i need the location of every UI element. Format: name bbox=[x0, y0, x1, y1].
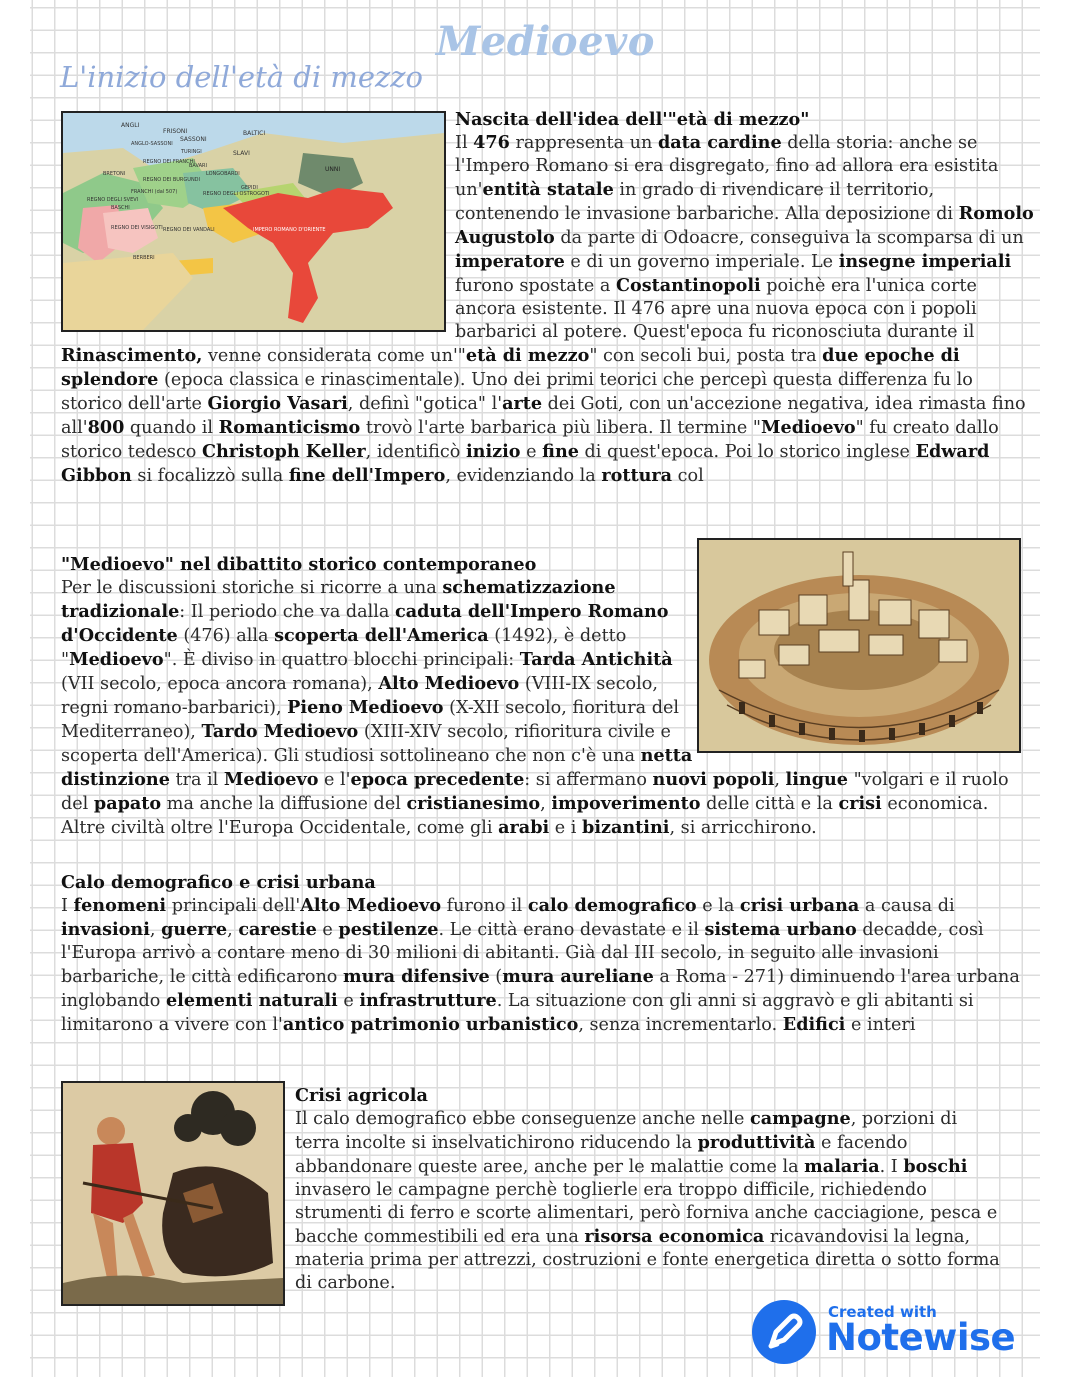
s3-text: e bbox=[337, 991, 360, 1011]
map-label: UNNI bbox=[325, 166, 341, 173]
s3-text: e bbox=[316, 920, 339, 940]
s4-text: ricavandovisi la legna, materia prima per attrezzi, costruzioni e fonte energetica diretta o sotto forma di carbone. bbox=[295, 1227, 1000, 1293]
map-label: REGNO DEGLI SVEVI bbox=[87, 197, 139, 203]
s1-bold: 476 bbox=[473, 132, 510, 153]
section-1-body bbox=[61, 131, 1036, 488]
s2-text: , si arricchirono. bbox=[669, 818, 817, 838]
section-3-body bbox=[61, 871, 1036, 1037]
map-label: TURINGI bbox=[181, 149, 202, 155]
s4-text: e facendo abbandonare queste aree, anche per le malattie come la bbox=[295, 1133, 908, 1177]
s2-bold: Tardo Medioevo bbox=[201, 721, 359, 742]
section-3-heading: Calo demografico e crisi urbana bbox=[61, 872, 376, 893]
mosaic-drawing bbox=[63, 1083, 283, 1304]
s3-bold: antico patrimonio urbanistico bbox=[282, 1014, 579, 1035]
s2-bold: lingue bbox=[785, 769, 848, 790]
map-label: FRANCHI (dal 507) bbox=[131, 189, 178, 195]
s1-text: , identificò bbox=[365, 442, 466, 462]
s1-text: in grado di rivendicare il territorio, contenendo le invasione barbariche. Alla deposizione di bbox=[455, 180, 959, 224]
logo-caption: Created with bbox=[828, 1303, 937, 1321]
s2-text: , bbox=[774, 770, 786, 790]
s4-text: invasero le campagne perchè toglierle era troppo difficile, richiedendo strumenti di ferro e scorte alimentari, però forniva anche cacciagione, pesca e bacche commestibili ed era una bbox=[295, 1180, 998, 1247]
s1-bold: Giorgio Vasari bbox=[207, 393, 348, 414]
s2-bold: crisi bbox=[838, 793, 882, 814]
s1-text: Il bbox=[455, 133, 474, 153]
s4-bold: risorsa economica bbox=[584, 1226, 765, 1247]
s1-text: da parte di Odoacre, conseguiva la scomparsa di un bbox=[554, 228, 1024, 248]
map-label: REGNO DEI FRANCHI bbox=[143, 159, 195, 165]
s3-bold: guerre bbox=[161, 919, 228, 940]
s2-bold: epoca precedente bbox=[350, 769, 525, 790]
s3-text: . Le città erano devastate e il bbox=[438, 920, 705, 940]
s1-bold: Rinascimento, bbox=[61, 345, 203, 366]
map-label: BRETONI bbox=[103, 171, 126, 177]
s2-bold: bizantini bbox=[582, 817, 670, 838]
section-1-heading: Nascita dell'idea dell'"età di mezzo" bbox=[455, 109, 810, 130]
s3-text: principali dell' bbox=[166, 896, 301, 916]
s2-text: (VII secolo, epoca ancora romana), bbox=[61, 674, 379, 694]
map-label: BASCHI bbox=[111, 205, 130, 211]
section-2-body bbox=[61, 553, 1036, 840]
s1-text: " con secoli bui, posta tra bbox=[589, 346, 823, 366]
s2-bold: caduta dell'Impero Romano d'Occidente bbox=[61, 601, 669, 646]
notewise-logo bbox=[752, 1300, 1016, 1370]
s3-bold: mura difensive bbox=[342, 966, 490, 987]
s3-bold: crisi urbana bbox=[739, 895, 860, 916]
s3-text: a causa di bbox=[859, 896, 955, 916]
s3-text: ( bbox=[489, 967, 503, 987]
s1-text: venne considerata come un'" bbox=[202, 346, 466, 366]
s3-bold: invasioni bbox=[61, 919, 150, 940]
s1-bold: arte bbox=[502, 393, 543, 414]
s2-bold: schematizzazione tradizionale bbox=[61, 577, 616, 622]
s2-text: e l' bbox=[318, 770, 351, 790]
s1-text: trovò l'arte barbarica più libera. Il termine " bbox=[360, 418, 762, 438]
s1-bold: Christoph Keller bbox=[202, 441, 366, 462]
s1-text: di quest'epoca. Poi lo storico inglese bbox=[578, 442, 916, 462]
s1-bold: Costantinopoli bbox=[616, 275, 761, 296]
page-title: Medioevo bbox=[436, 18, 655, 65]
s2-text: ma anche la diffusione del bbox=[161, 794, 407, 814]
s3-bold: elementi naturali bbox=[165, 990, 338, 1011]
s3-bold: Alto Medioevo bbox=[300, 895, 442, 916]
s2-bold: Medioevo bbox=[69, 649, 164, 670]
s2-text: ". È diviso in quattro blocchi principali: bbox=[163, 650, 520, 670]
logo-wordmark: Notewise bbox=[826, 1316, 1016, 1359]
map-label: REGNO DEI VISIGOTI bbox=[111, 225, 163, 231]
s1-text: e bbox=[520, 442, 543, 462]
map-label: GEPIDI bbox=[241, 185, 258, 191]
s1-text: si focalizzò sulla bbox=[131, 466, 289, 486]
s1-bold: entità statale bbox=[482, 179, 614, 200]
map-label: BERBERI bbox=[133, 255, 155, 261]
s1-bold: imperatore bbox=[455, 251, 565, 272]
s1-bold: Medioevo bbox=[761, 417, 856, 438]
s3-text: , bbox=[227, 920, 239, 940]
s2-text: e i bbox=[549, 818, 583, 838]
s2-bold: Pieno Medioevo bbox=[287, 697, 444, 718]
s4-text: , porzioni di terra incolte si inselvatichirono riducendo la bbox=[295, 1109, 958, 1153]
s1-bold: rottura bbox=[601, 465, 673, 486]
s1-text: , evidenziando la bbox=[445, 466, 602, 486]
map-label: ANGLI bbox=[121, 122, 140, 129]
s1-bold: 800 bbox=[87, 417, 125, 438]
s3-text: . La situazione con gli anni si aggravò e gli abitanti si limitarono a vivere con l' bbox=[61, 991, 974, 1035]
s3-text: decadde, così l'Europa arrivò a contare meno di 30 milioni di abitanti. Già dal III secolo, in seguito alle invasioni barbariche, le città edificarono bbox=[61, 920, 984, 987]
map-label: SASSONI bbox=[180, 136, 207, 143]
s1-bold: Edward Gibbon bbox=[61, 441, 990, 486]
s1-text: , definì "gotica" l' bbox=[347, 394, 503, 414]
s2-text: delle città e la bbox=[700, 794, 839, 814]
s1-text: rappresenta un bbox=[509, 133, 658, 153]
s2-text: : Il periodo che va dalla bbox=[179, 602, 396, 622]
s1-bold: Romolo Augustolo bbox=[455, 203, 1034, 248]
map-label: REGNO DEI VANDALI bbox=[163, 227, 215, 233]
s3-bold: fenomeni bbox=[73, 895, 167, 916]
map-label: IMPERO ROMANO D'ORIENTE bbox=[253, 227, 326, 233]
s2-bold: nuovi popoli bbox=[652, 769, 775, 790]
s2-text: : si affermano bbox=[524, 770, 653, 790]
map-label: REGNO DEGLI OSTROGOTI bbox=[203, 191, 270, 197]
s2-bold: arabi bbox=[498, 817, 550, 838]
s2-text: , bbox=[540, 794, 552, 814]
s4-text: Il calo demografico ebbe conseguenze anche nelle bbox=[295, 1109, 750, 1129]
s1-bold: due epoche di splendore bbox=[61, 345, 960, 390]
pen-icon bbox=[752, 1300, 816, 1364]
s3-bold: mura aureliane bbox=[502, 966, 654, 987]
s2-bold: cristianesimo bbox=[406, 793, 541, 814]
s1-text: col bbox=[672, 466, 704, 486]
map-label: BALTICI bbox=[243, 130, 266, 137]
s2-bold: Tarda Antichità bbox=[519, 649, 673, 670]
s2-text: (XIII-XIV secolo, rifioritura civile e scoperta dell'America). Gli studiosi sottolineano che non c'è una bbox=[61, 722, 671, 766]
s2-text: "volgari e il ruolo del bbox=[61, 770, 1009, 814]
s2-bold: netta distinzione bbox=[61, 745, 693, 790]
s2-text: (VIII-IX secolo, regni romano-barbarici), bbox=[61, 674, 658, 718]
s2-text: tra il bbox=[169, 770, 224, 790]
section-4-body bbox=[295, 1084, 1000, 1295]
s2-bold: impoverimento bbox=[551, 793, 701, 814]
s1-text: e di un governo imperiale. Le bbox=[564, 252, 839, 272]
s1-bold: fine bbox=[542, 441, 579, 462]
s3-text: , bbox=[149, 920, 162, 940]
s1-text: dei Goti, con un'accezione negativa, idea rimasta fino all' bbox=[61, 394, 1026, 438]
s2-text: (X-XII secolo, fioritura del Mediterraneo), bbox=[61, 698, 680, 742]
s1-text: quando il bbox=[124, 418, 219, 438]
map-label: ANGLO-SASSONI bbox=[131, 141, 173, 147]
s2-bold: Alto Medioevo bbox=[378, 673, 520, 694]
s2-text: economica. Altre civiltà oltre l'Europa Occidentale, come gli bbox=[61, 794, 989, 838]
s2-text: (476) alla bbox=[177, 626, 275, 646]
s1-bold: Romanticismo bbox=[218, 417, 361, 438]
s3-bold: calo demografico bbox=[527, 895, 697, 916]
s3-bold: Edifici bbox=[782, 1014, 846, 1035]
s1-bold: data cardine bbox=[657, 132, 782, 153]
s4-bold: campagne bbox=[750, 1108, 851, 1129]
s2-text: Per le discussioni storiche si ricorre a una bbox=[61, 578, 443, 598]
s1-text: poichè era l'unica corte ancora esistente. Il 476 apre una nuova epoca con i popoli barbarici al potere. Quest'epoca fu riconosciuta durante il bbox=[455, 276, 977, 342]
section-4-heading: Crisi agricola bbox=[295, 1085, 428, 1106]
s3-text: I bbox=[61, 896, 74, 916]
s3-bold: infrastrutture bbox=[359, 990, 497, 1011]
s2-bold: scoperta dell'America bbox=[274, 625, 489, 646]
section-1-heading-block bbox=[455, 108, 1030, 131]
page-subtitle: L'inizio dell'età di mezzo bbox=[60, 60, 423, 94]
s3-text: furono il bbox=[441, 896, 528, 916]
s3-bold: pestilenze bbox=[338, 919, 439, 940]
s1-bold: insegne imperiali bbox=[838, 251, 1012, 272]
s1-bold: fine dell'Impero bbox=[288, 465, 446, 486]
s3-text: , senza incrementarlo. bbox=[578, 1015, 783, 1035]
s1-text: della storia: anche se l'Impero Romano si era disgregato, fino ad allora era esistita un' bbox=[455, 133, 999, 200]
s4-text: . I bbox=[879, 1157, 904, 1177]
s2-bold: papato bbox=[93, 793, 162, 814]
map-label: FRISONI bbox=[163, 128, 188, 135]
s1-text: furono spostate a bbox=[455, 276, 616, 296]
s3-bold: carestie bbox=[238, 919, 317, 940]
s2-bold: Medioevo bbox=[223, 769, 319, 790]
s1-bold: età di mezzo bbox=[465, 345, 590, 366]
s4-bold: malaria bbox=[804, 1156, 880, 1177]
map-label: BAVARI bbox=[189, 163, 208, 169]
s4-bold: boschi bbox=[903, 1156, 968, 1177]
map-label: REGNO DEI BURGUNDI bbox=[143, 177, 201, 183]
section-2-heading: "Medioevo" nel dibattito storico contemporaneo bbox=[61, 554, 537, 575]
map-label: SLAVI bbox=[233, 150, 250, 157]
hunting-mosaic-image bbox=[61, 1081, 285, 1306]
s3-text: e interi bbox=[845, 1015, 916, 1035]
s3-bold: sistema urbano bbox=[704, 919, 857, 940]
s3-text: e la bbox=[696, 896, 740, 916]
s2-text: (1492), è detto " bbox=[61, 626, 627, 670]
s1-text: (epoca classica e rinascimentale). Uno dei primi teorici che percepì questa differenza fu lo storico dell'arte bbox=[61, 370, 973, 414]
s1-text: " fu creato dallo storico tedesco bbox=[61, 418, 999, 462]
s3-text: a Roma - 271) diminuendo l'area urbana inglobando bbox=[61, 967, 1020, 1011]
s4-bold: produttività bbox=[697, 1132, 816, 1153]
map-label: LONGOBARDI bbox=[206, 171, 240, 177]
s1-bold: inizio bbox=[465, 441, 521, 462]
